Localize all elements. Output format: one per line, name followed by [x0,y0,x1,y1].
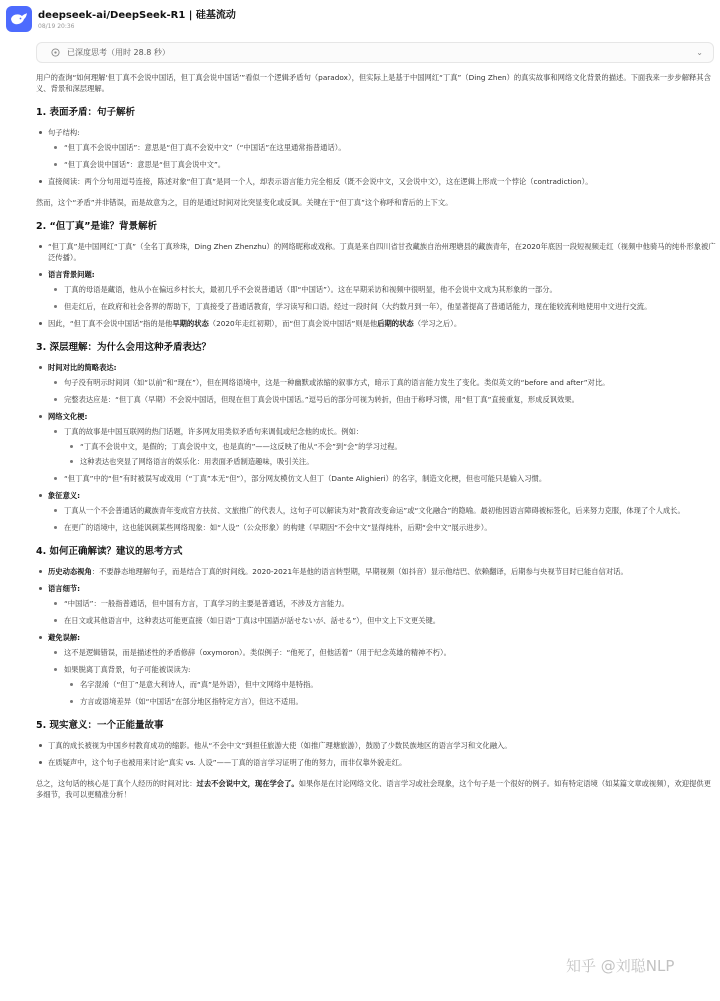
list-item: 这不是逻辑错误，而是描述性的矛盾修辞（oxymoron）。类似例子：“他死了，但他活着”（用于纪念英雄的精神不朽）。 [36,647,718,658]
list-item: “但丁真”中的“但”有时被误写或戏用（“丁真”本无“但”），部分网友模仿文人但丁（Dante Alighieri）的名字，制造文化梗，但也可能只是输入习惯。 [36,473,718,484]
section-heading: 3. 深层理解：为什么会用这种矛盾表达？ [36,342,212,353]
conclusion-paragraph [36,778,718,800]
list-item: 时间对比的简略表达: [36,362,718,373]
list-item: 丁真从一个不会普通话的藏族青年变成官方扶贫、文旅推广的代表人，这句子可以解读为对“教育改变命运”或“文化融合”的隐喻。最初他因语言障碍被标签化，后来努力克服，体现了个人成长。 [36,505,718,516]
bold-text: 后期的状态 [377,319,414,328]
section-heading: 2. “但丁真”是谁？背景解析 [36,221,158,232]
section-heading: 1. 表面矛盾：句子解析 [36,107,136,118]
list-item: 完整表达应是：“但丁真（早期）不会说中国话，但现在但丁真会说中国话。”逗号后的部分可视为转折，但由于称呼习惯，用“但丁真”直接重复，形成反讽效果。 [36,394,718,405]
list-item: 句子没有明示时间词（如“以前”和“现在”），但在网络语境中，这是一种幽默或浓缩的叙事方式，暗示丁真的语言能力发生了变化。类似英文的“before and after”对比。 [36,377,718,388]
list-item: 如果脱离丁真背景，句子可能被误读为: [36,664,718,675]
bold-text: 历史动态视角 [48,567,92,576]
list-item: 象征意义: [36,490,718,501]
list-item: 避免误解: [36,632,718,643]
paragraph: 然而，这个“矛盾”并非错误，而是故意为之，目的是通过时间对比突显变化或反讽。关键在于“但丁真”这个称呼和背后的上下文。 [36,198,453,207]
timestamp: 08/19 20:36 [38,23,75,30]
list-item: “丁真不会说中文，是假的；丁真会说中文，也是真的”——这反映了他从“不会”到“会”的学习过程。 [36,441,718,452]
list-item: 这种表达也突显了网络语言的娱乐化：用表面矛盾制造趣味，吸引关注。 [36,456,718,467]
list-item [36,566,718,577]
list-item: “但丁真会说中国话”：意思是“但丁真会说中文”。 [36,159,718,170]
list-item [36,318,718,329]
deepseek-logo [6,6,32,32]
section-heading: 4. 如何正确解读？建议的思考方式 [36,546,183,557]
list-item: 语言背景问题: [36,269,718,280]
intro-paragraph: 用户的查询“如何理解‘但丁真不会说中国话，但丁真会说中国话’”看似一个逻辑矛盾句（paradox），但实际上是基于中国网红“丁真”（Ding Zhen）的真实故事和网络文化背景的描述。下面我来一步步解释其含义、背景和深层理解。 [36,73,711,93]
bullet-list [36,566,718,707]
list-item: 丁真的母语是藏语，他从小在偏远乡村长大，最初几乎不会说普通话（即“中国话”）。这在早期采访和视频中很明显，他不会说中文成为其形象的一部分。 [36,284,718,295]
watermark: 知乎 @刘聪NLP [566,957,675,975]
page-title: deepseek-ai/DeepSeek-R1 | 硅基流动 [38,10,236,21]
list-item: 直接阅读：两个分句用逗号连接，陈述对象“但丁真”是同一个人，却表示语言能力完全相反（既不会说中文，又会说中文），这在逻辑上形成一个悖论（contradiction）。 [36,176,718,187]
list-item: 丁真的成长被视为中国乡村教育成功的缩影。他从“不会中文”到担任旅游大使（如推广理塘旅游），鼓励了少数民族地区的语言学习和文化融入。 [36,740,718,751]
text: （学习之后）。 [413,319,462,328]
thinking-toggle[interactable] [36,42,714,63]
text: 因此，“但丁真不会说中国话”指的是他 [48,319,173,328]
list-item: 名字混淆（“但丁”是意大利诗人，而“真”是外语），但中文网络中是特指。 [36,679,718,690]
list-item: 网络文化梗: [36,411,718,422]
text: ：不要静态地理解句子，而是结合丁真的时间线。2020-2021年是他的语言转型期，早期视频（如抖音）显示他结巴、依赖翻译，后期参与央视节目时已能自信对话。 [91,567,628,576]
list-item: 丁真的故事是中国互联网的热门话题，许多网友用类似矛盾句来调侃或纪念他的成长。例如： [36,426,718,437]
list-item: “但丁真”是中国网红“丁真”（全名丁真珍珠，Ding Zhen Zhenzhu）的网络昵称或戏称。丁真是来自四川省甘孜藏族自治州理塘县的藏族青年，在2020年底因一段短视频走红（视频中他骑马的纯朴形象被广泛传播）。 [36,241,718,263]
list-item: “中国话”：一般指普通话，但中国有方言，丁真学习的主要是普通话，不涉及方言能力。 [36,598,718,609]
bold-text: 早期的状态 [172,319,209,328]
list-item: 在质疑声中，这个句子也被用来讨论“真实 vs. 人设”——丁真的语言学习证明了他的努力，而非仅靠外貌走红。 [36,757,718,768]
list-item: 语言细节: [36,583,718,594]
list-item: 但走红后，在政府和社会各界的帮助下，丁真接受了普通话教育，学习读写和口语。经过一段时间（大约数月到一年），他显著提高了普通话能力，现在能较流利地使用中文进行交流。 [36,301,718,312]
whale-icon [10,12,28,26]
text: （2020年走红初期），而“但丁真会说中国话”则是他 [208,319,378,328]
thinking-icon [51,48,60,57]
bullet-list [36,127,718,187]
answer-content [36,72,718,800]
list-item: “但丁真不会说中国话”：意思是“但丁真不会说中文”（“中国话”在这里通常指普通话）。 [36,142,718,153]
thinking-label: 已深度思考（用时 28.8 秒） [67,48,170,57]
bullet-list [36,362,718,533]
list-item: 在日文或其他语言中，这种表达可能更直接（如日语“丁真は中国語が話せないが、話せる”），但中文上下文更关键。 [36,615,718,626]
list-item: 方言或语境差异（如“中国话”在部分地区指特定方言），但这不适用。 [36,696,718,707]
bullet-list [36,740,718,768]
header [0,0,720,40]
list-item: 句子结构: [36,127,718,138]
bullet-list [36,241,718,329]
chevron-down-icon: ⌄ [696,48,703,57]
bold-text: 过去不会说中文，现在学会了。 [196,779,299,788]
section-heading: 5. 现实意义：一个正能量故事 [36,720,164,731]
text: 如果你是在讨论网络文化、语言学习或社会现象，这个句子是一个很好的例子。如有特定语境（如某篇文章或视频），欢迎提供更多细节，我可以更精准分析！ [36,779,711,799]
list-item: 在更广的语境中，这也能讽刺某些网络现象：如“人设”（公众形象）的构建（早期因“不会中文”显得纯朴，后期“会中文”展示进步）。 [36,522,718,533]
text: 总之，这句话的核心是丁真个人经历的时间对比： [36,779,197,788]
